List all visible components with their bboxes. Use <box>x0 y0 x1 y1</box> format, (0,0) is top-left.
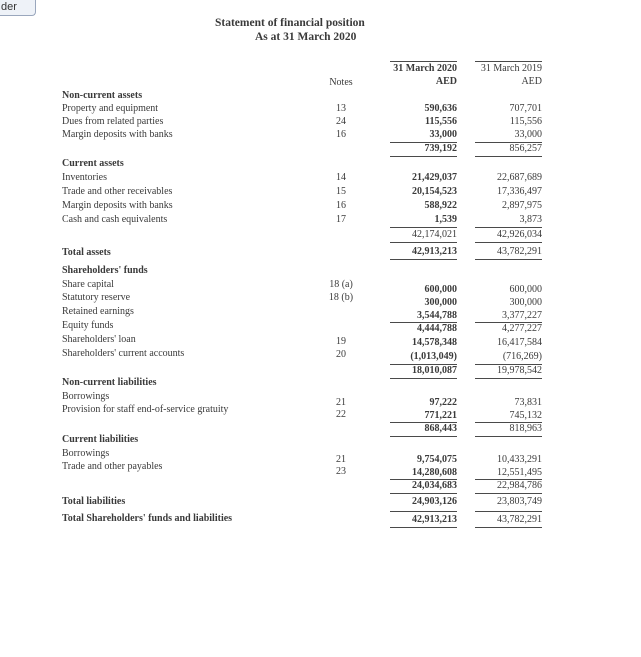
section-shareholders-funds: Shareholders' funds <box>62 265 148 276</box>
row-value-2019: 3,377,227 <box>502 310 542 321</box>
row-value-2020: 33,000 <box>429 129 457 140</box>
subtotal-2020: 24,034,683 <box>412 480 457 491</box>
subtotal-rule-2020 <box>390 227 457 228</box>
row-value-2020: 115,556 <box>425 116 457 127</box>
total-rule-2020 <box>390 511 457 512</box>
total-liabilities-2020: 24,903,126 <box>412 496 457 507</box>
row-value-2019: 17,336,497 <box>497 186 542 197</box>
row-note: 17 <box>336 214 346 225</box>
header-rule-2020 <box>390 61 457 62</box>
section-non-current-assets: Non-current assets <box>62 90 143 101</box>
row-note: 21 <box>336 454 346 465</box>
total-liabilities-label: Total liabilities <box>62 496 126 507</box>
total-rule-2019 <box>475 511 542 512</box>
subtotal-bottom-rule-2019 <box>475 436 542 437</box>
row-note: 18 (a) <box>329 279 353 290</box>
subtotal-bottom-rule-2019 <box>475 156 542 157</box>
total-assets-label: Total assets <box>62 247 111 258</box>
sheet-tab[interactable]: der <box>0 0 36 16</box>
row-label: Margin deposits with banks <box>62 200 173 211</box>
subtotal-bottom-rule-2020 <box>390 242 457 243</box>
total-liabilities-2019: 23,803,749 <box>497 496 542 507</box>
total-assets-2020: 42,913,213 <box>412 246 457 257</box>
row-value-2019: 600,000 <box>509 284 542 295</box>
subtotal-2020: 739,192 <box>424 143 457 154</box>
row-note: 18 (b) <box>328 292 354 303</box>
col-2020-date: 31 March 2020 <box>393 63 457 74</box>
row-note: 23 <box>336 466 346 477</box>
row-label: Borrowings <box>62 391 110 402</box>
section-non-current-liabilities: Non-current liabilities <box>62 377 157 388</box>
grand-total-rule-2020 <box>390 527 457 528</box>
row-value-2020: 20,154,523 <box>412 186 457 197</box>
total-funds-liabilities-2020: 42,913,213 <box>412 514 457 525</box>
col-2019-date: 31 March 2019 <box>480 63 542 74</box>
subtotal-2019: 818,963 <box>509 423 542 434</box>
row-value-2020: 3,544,788 <box>417 310 457 321</box>
row-value-2019: 3,873 <box>519 214 542 225</box>
subtotal-bottom-rule-2019 <box>475 493 542 494</box>
grand-total-rule-2019 <box>475 527 542 528</box>
notes-header: Notes <box>329 77 353 88</box>
row-value-2020: 588,922 <box>424 200 457 211</box>
row-note: 19 <box>336 336 346 347</box>
total-rule-2019 <box>475 259 542 260</box>
subtotal-bottom-rule-2020 <box>390 378 457 379</box>
row-label: Dues from related parties <box>62 116 164 127</box>
row-value-2020: 300,000 <box>424 297 457 308</box>
row-note: 16 <box>336 129 346 140</box>
row-value-2020: 600,000 <box>424 284 457 295</box>
row-value-2020: 590,636 <box>424 103 457 114</box>
row-label: Trade and other payables <box>62 461 163 472</box>
row-label: Margin deposits with banks <box>62 129 173 140</box>
row-value-2020: 97,222 <box>429 397 457 408</box>
row-value-2020: 1,539 <box>434 214 457 225</box>
row-label: Inventories <box>62 172 107 183</box>
subtotal-rule-2019 <box>475 227 542 228</box>
row-value-2019: 12,551,495 <box>497 467 542 478</box>
row-value-2020: (1,013,049) <box>410 351 457 362</box>
row-value-2020: 21,429,037 <box>412 172 457 183</box>
row-label: Cash and cash equivalents <box>62 214 168 225</box>
row-value-2020: 14,578,348 <box>412 337 457 348</box>
subtotal-2019: 19,978,542 <box>497 365 542 376</box>
section-current-assets: Current assets <box>62 158 124 169</box>
subtotal-bottom-rule-2020 <box>390 493 457 494</box>
subtotal-2020: 42,174,021 <box>412 229 457 240</box>
row-label: Shareholders' current accounts <box>62 348 185 359</box>
title-line-1: Statement of financial position <box>215 17 365 29</box>
row-value-2019: 115,556 <box>509 116 542 127</box>
row-value-2019: (716,269) <box>502 351 542 362</box>
row-note: 21 <box>336 397 346 408</box>
row-value-2019: 2,897,975 <box>502 200 542 211</box>
row-label: Statutory reserve <box>62 292 131 303</box>
row-value-2020: 4,444,788 <box>417 323 457 334</box>
row-note: 14 <box>336 172 346 183</box>
header-rule-2019 <box>475 61 542 62</box>
row-note: 16 <box>336 200 346 211</box>
row-note: 20 <box>336 349 346 360</box>
row-value-2019: 22,687,689 <box>497 172 542 183</box>
row-label: Shareholders' loan <box>62 334 136 345</box>
row-label: Equity funds <box>62 320 114 331</box>
total-funds-liabilities-label: Total Shareholders' funds and liabilities <box>62 513 233 524</box>
row-note: 22 <box>336 409 346 420</box>
total-rule-2020 <box>390 259 457 260</box>
subtotal-2019: 42,926,034 <box>497 229 542 240</box>
row-value-2019: 10,433,291 <box>497 454 542 465</box>
row-label: Borrowings <box>62 448 110 459</box>
row-value-2019: 300,000 <box>509 297 542 308</box>
total-funds-liabilities-2019: 43,782,291 <box>497 514 542 525</box>
row-value-2019: 73,831 <box>514 397 542 408</box>
row-label: Property and equipment <box>62 103 159 114</box>
row-value-2019: 4,277,227 <box>502 323 542 334</box>
row-value-2020: 14,280,608 <box>412 467 457 478</box>
section-current-liabilities: Current liabilities <box>62 434 139 445</box>
subtotal-bottom-rule-2019 <box>475 378 542 379</box>
title-line-2: As at 31 March 2020 <box>255 31 357 43</box>
subtotal-2020: 18,010,087 <box>412 365 457 376</box>
row-value-2019: 33,000 <box>514 129 542 140</box>
total-assets-2019: 43,782,291 <box>497 246 542 257</box>
statement-title <box>215 16 375 44</box>
subtotal-2019: 856,257 <box>509 143 542 154</box>
row-label: Retained earnings <box>62 306 134 317</box>
row-note: 24 <box>336 116 346 127</box>
row-note: 13 <box>336 103 346 114</box>
subtotal-2020: 868,443 <box>424 423 457 434</box>
row-value-2020: 771,221 <box>424 410 457 421</box>
subtotal-bottom-rule-2020 <box>390 156 457 157</box>
col-2020-unit: AED <box>435 76 457 87</box>
row-value-2019: 745,132 <box>509 410 542 421</box>
subtotal-bottom-rule-2020 <box>390 436 457 437</box>
row-label: Share capital <box>62 279 114 290</box>
subtotal-bottom-rule-2019 <box>475 242 542 243</box>
row-label: Provision for staff end-of-service gratuity <box>62 404 229 415</box>
row-value-2019: 707,701 <box>509 103 542 114</box>
col-2019-unit: AED <box>521 76 542 87</box>
row-note: 15 <box>336 186 346 197</box>
subtotal-2019: 22,984,786 <box>497 480 542 491</box>
row-value-2019: 16,417,584 <box>497 337 542 348</box>
row-label: Trade and other receivables <box>62 186 173 197</box>
row-value-2020: 9,754,075 <box>417 454 457 465</box>
